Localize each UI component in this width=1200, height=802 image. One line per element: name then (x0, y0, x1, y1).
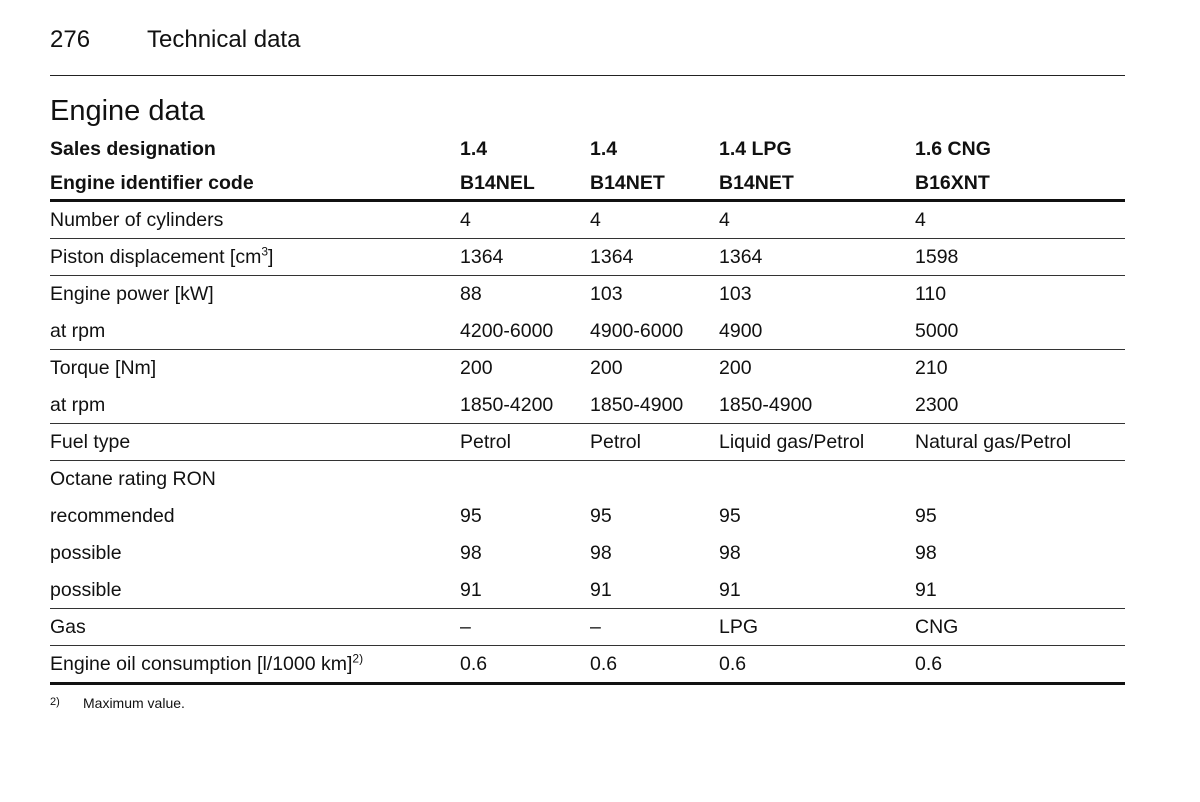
table-cell: CNG (915, 616, 959, 638)
table-cell: 0.6 (719, 653, 747, 675)
table-cell: 200 (719, 357, 752, 379)
row-label: Torque [Nm] (50, 357, 157, 379)
table-cell: 0.6 (590, 653, 618, 675)
table-cell: 1850-4900 (719, 394, 813, 416)
page-number: 276 (50, 26, 91, 53)
table-row (50, 572, 1125, 609)
table-cell: 4 (460, 209, 471, 231)
header-cell: B14NET (719, 172, 794, 194)
header-label: Engine identifier code (50, 172, 254, 194)
row-label-superscript: 3 (261, 244, 269, 259)
table-cell: 4900 (719, 320, 763, 342)
table-cell: 4200-6000 (460, 320, 554, 342)
row-label: recommended (50, 505, 175, 527)
table-cell: 95 (460, 505, 482, 527)
row-label: at rpm (50, 320, 106, 342)
row-label (50, 646, 363, 682)
table-cell: 110 (915, 283, 947, 305)
table-row (50, 387, 1125, 424)
table-cell: 1850-4200 (460, 394, 554, 416)
table-cell: 210 (915, 357, 948, 379)
table-row (50, 535, 1125, 572)
row-label: Octane rating RON (50, 468, 216, 490)
table-cell: 2300 (915, 394, 959, 416)
table-row (50, 202, 1125, 239)
footnote-mark: 2) (50, 696, 60, 708)
row-label (50, 239, 273, 275)
table-cell: 1598 (915, 246, 959, 268)
table-row (50, 424, 1125, 461)
table-cell: 4 (719, 209, 730, 231)
header-cell: B16XNT (915, 172, 990, 194)
row-label: at rpm (50, 394, 106, 416)
row-label: possible (50, 579, 122, 601)
table-cell: 88 (460, 283, 482, 305)
engine-data-table (50, 132, 1125, 685)
table-cell: Natural gas/Petrol (915, 431, 1072, 453)
header-cell: B14NEL (460, 172, 535, 194)
header-cell: 1.6 CNG (915, 138, 991, 160)
footnote-text: Maximum value. (83, 695, 185, 711)
table-cell: 0.6 (460, 653, 488, 675)
table-cell: 4 (590, 209, 601, 231)
table-cell: 91 (719, 579, 741, 601)
table-row (50, 276, 1125, 313)
table-row (50, 461, 1125, 498)
table-cell: – (590, 616, 601, 638)
table-cell: 103 (719, 283, 752, 305)
row-label: Number of cylinders (50, 209, 224, 231)
table-row (50, 350, 1125, 387)
table-row (50, 239, 1125, 276)
table-cell: LPG (719, 616, 759, 638)
table-cell: 91 (590, 579, 612, 601)
table-header-row (50, 166, 1125, 202)
table-cell: 98 (719, 542, 741, 564)
row-label: possible (50, 542, 122, 564)
table-cell: 98 (590, 542, 612, 564)
header-rule (50, 75, 1125, 76)
table-cell: 95 (915, 505, 937, 527)
table-cell: 95 (590, 505, 612, 527)
table-cell: 95 (719, 505, 741, 527)
table-cell: 5000 (915, 320, 959, 342)
table-row (50, 609, 1125, 646)
footnote (50, 693, 185, 713)
table-cell: 200 (460, 357, 493, 379)
table-cell: 91 (915, 579, 937, 601)
header-label: Sales designation (50, 138, 216, 160)
row-label: Engine power [kW] (50, 283, 214, 305)
row-label-suffix: ] (268, 246, 274, 268)
table-cell: Petrol (460, 431, 511, 453)
footnote-reference: 2) (352, 651, 364, 666)
table-cell: 98 (915, 542, 937, 564)
header-cell: B14NET (590, 172, 665, 194)
table-cell: Liquid gas/Petrol (719, 431, 865, 453)
section-title: Engine data (50, 95, 205, 127)
table-cell: 91 (460, 579, 482, 601)
table-header-row (50, 132, 1125, 166)
table-cell: – (460, 616, 471, 638)
table-row (50, 498, 1125, 535)
table-cell: 1364 (719, 246, 763, 268)
row-label-text: Piston displacement [cm (50, 246, 262, 268)
table-cell: 1364 (460, 246, 504, 268)
header-cell: 1.4 LPG (719, 138, 792, 160)
table-cell: 0.6 (915, 653, 943, 675)
table-cell: Petrol (590, 431, 641, 453)
row-label-text: Engine oil consumption [l/1000 km] (50, 653, 353, 675)
header-cell: 1.4 (590, 138, 618, 160)
table-cell: 1364 (590, 246, 634, 268)
table-row (50, 313, 1125, 350)
table-row (50, 646, 1125, 685)
row-label: Fuel type (50, 431, 131, 453)
table-cell: 4 (915, 209, 926, 231)
table-cell: 103 (590, 283, 623, 305)
page-section-title: Technical data (147, 26, 301, 53)
table-cell: 98 (460, 542, 482, 564)
table-cell: 1850-4900 (590, 394, 684, 416)
table-cell: 4900-6000 (590, 320, 684, 342)
header-cell: 1.4 (460, 138, 488, 160)
row-label: Gas (50, 616, 86, 638)
table-cell: 200 (590, 357, 623, 379)
